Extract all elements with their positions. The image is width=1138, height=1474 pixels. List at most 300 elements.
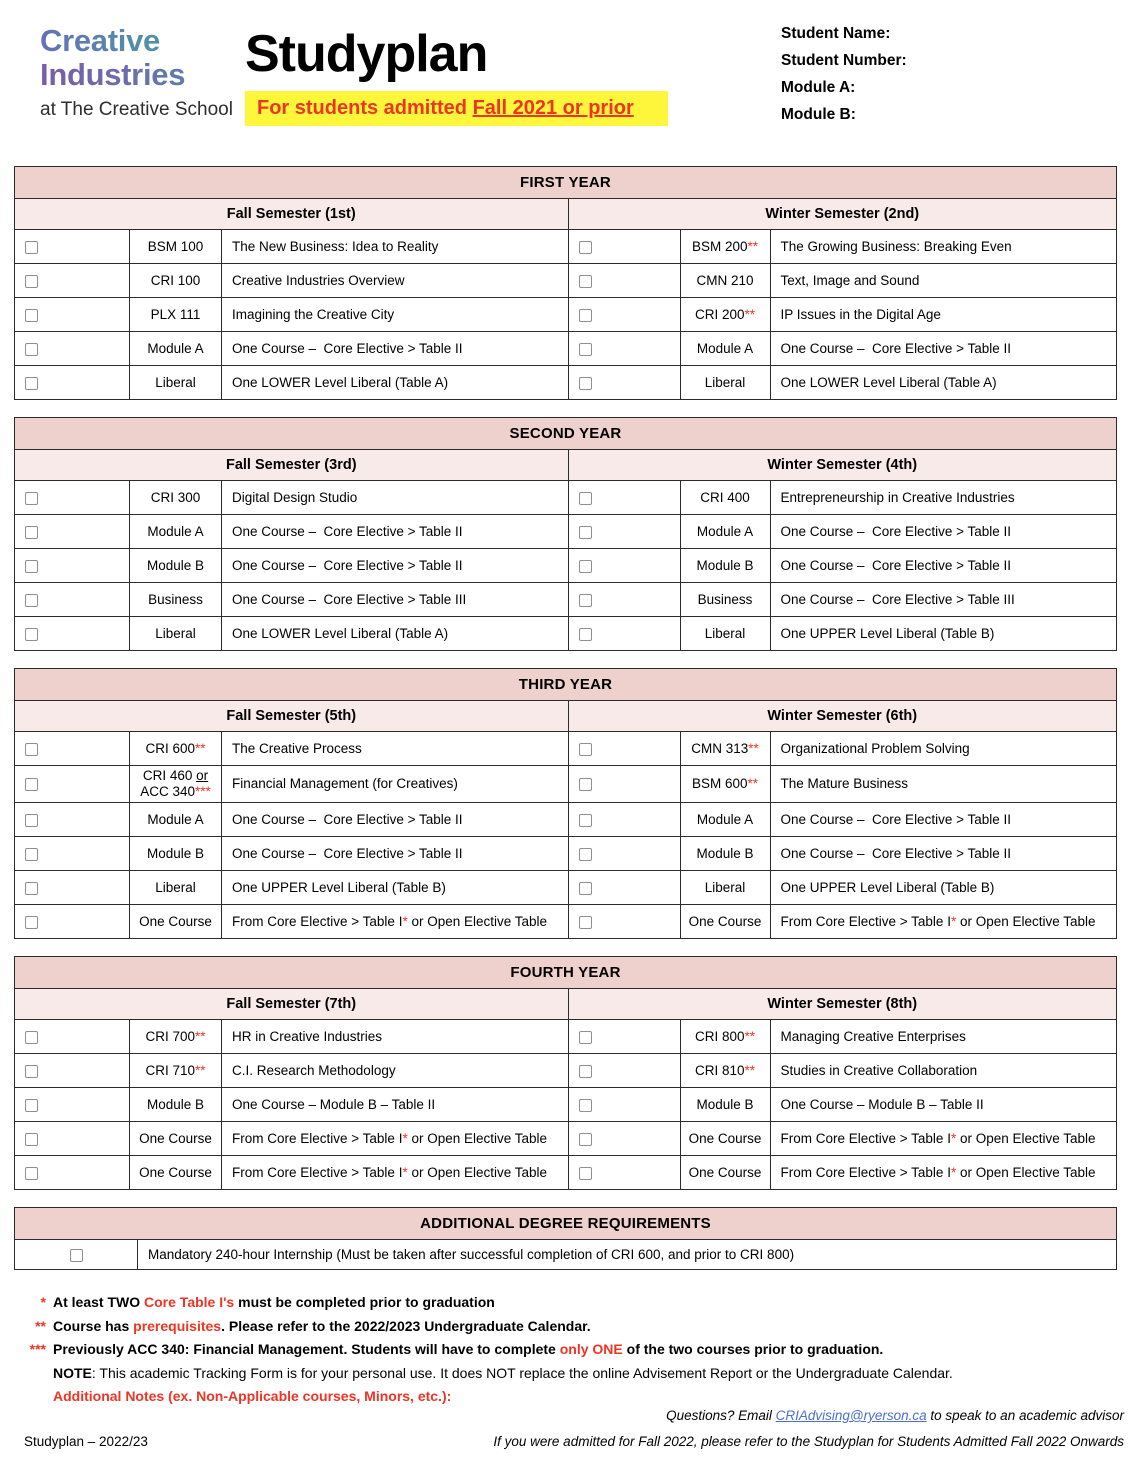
- course-code: Module A: [696, 340, 754, 356]
- course-code-cell: [130, 1054, 222, 1088]
- course-title: *: [950, 1130, 957, 1146]
- course-title: *: [402, 913, 408, 929]
- additional-requirements-header: ADDITIONAL DEGREE REQUIREMENTS: [15, 1208, 1117, 1240]
- logo-line-industries: Industries: [40, 58, 233, 92]
- footnote-line: [14, 1338, 1124, 1362]
- checkbox-cell: [15, 1054, 130, 1088]
- course-title: Studies in Creative Collaboration: [780, 1062, 978, 1078]
- course-code-cell: [130, 1020, 222, 1054]
- course-title: One Course – Core Elective > Table II: [232, 557, 463, 573]
- course-checkbox[interactable]: [25, 814, 38, 827]
- course-code: CRI 300: [150, 489, 201, 505]
- course-title: One Course – Core Elective > Table II: [232, 845, 463, 861]
- footnote-segment: Previously ACC 340: Financial Management. Students will have to complete: [53, 1341, 560, 1357]
- course-checkbox[interactable]: [579, 1031, 592, 1044]
- course-code: Module A: [147, 811, 204, 827]
- course-title: Text, Image and Sound: [780, 272, 920, 288]
- studyplan-tables: [14, 166, 1124, 1270]
- course-row: [15, 1020, 1117, 1054]
- course-code: CRI 400: [700, 489, 750, 505]
- student-field-student-name: Student Name:: [781, 25, 891, 42]
- course-checkbox[interactable]: [579, 492, 592, 505]
- course-checkbox[interactable]: [579, 1167, 592, 1180]
- course-checkbox[interactable]: [579, 1065, 592, 1078]
- course-row: [15, 803, 1117, 837]
- footnote-segment: Core Table I's: [144, 1294, 235, 1310]
- course-title: From Core Elective > Table I: [780, 1130, 951, 1146]
- course-code: **: [195, 1028, 206, 1044]
- internship-row: [15, 1240, 1117, 1270]
- course-code: Liberal: [155, 879, 196, 895]
- footnote-segment: of the two courses prior to graduation.: [622, 1341, 884, 1357]
- course-title: *: [402, 1130, 408, 1146]
- checkbox-cell: [15, 583, 130, 617]
- course-row: [15, 583, 1117, 617]
- course-code-cell: [680, 837, 770, 871]
- course-title-cell: [222, 481, 569, 515]
- course-code-cell: [130, 871, 222, 905]
- course-title-cell: [222, 1122, 569, 1156]
- course-title: *: [402, 1164, 408, 1180]
- course-code-cell: [680, 1122, 770, 1156]
- course-title-cell: [222, 617, 569, 651]
- course-code-cell: [680, 871, 770, 905]
- footnote-segment: Additional Notes (ex. Non-Applicable courses, Minors, etc.):: [53, 1388, 452, 1404]
- checkbox-cell: [15, 298, 130, 332]
- footnote-marker: *: [40, 1294, 46, 1310]
- checkbox-cell: [15, 332, 130, 366]
- course-code: CRI 600: [145, 740, 195, 756]
- checkbox-cell: [568, 298, 680, 332]
- course-code: **: [747, 776, 759, 791]
- course-title-cell: [222, 583, 569, 617]
- course-title: From Core Elective > Table I: [232, 913, 403, 929]
- course-code: **: [744, 306, 756, 322]
- course-checkbox[interactable]: [579, 343, 592, 356]
- course-code-cell: [680, 298, 770, 332]
- course-code: **: [195, 1062, 206, 1078]
- course-checkbox[interactable]: [25, 628, 38, 641]
- course-checkbox[interactable]: [579, 882, 592, 895]
- questions-prefix: Questions? Email: [666, 1408, 776, 1423]
- student-field-student-number: Student Number:: [781, 52, 907, 69]
- student-info-fields: [781, 24, 907, 132]
- checkbox-cell: [15, 617, 130, 651]
- checkbox-cell: [568, 332, 680, 366]
- course-checkbox[interactable]: [579, 275, 592, 288]
- course-row: [15, 905, 1117, 939]
- course-code-cell: [680, 1020, 770, 1054]
- course-code-cell: [680, 332, 770, 366]
- checkbox-cell: [568, 617, 680, 651]
- course-checkbox[interactable]: [579, 594, 592, 607]
- footnote-text: [53, 1315, 1124, 1339]
- course-code: Liberal: [155, 625, 196, 641]
- semester-header-fall-semester-1st: Fall Semester (1st): [15, 199, 569, 230]
- footnote-marker: [14, 1385, 46, 1409]
- checkbox-cell: [568, 766, 680, 803]
- course-title: One UPPER Level Liberal (Table B): [780, 625, 995, 641]
- course-row: [15, 264, 1117, 298]
- course-code: ACC 340: [140, 784, 195, 799]
- course-checkbox[interactable]: [579, 241, 592, 254]
- course-code: Module B: [146, 1096, 205, 1112]
- checkbox-cell: [568, 905, 680, 939]
- course-code-cell: [680, 1156, 770, 1190]
- course-title-cell: [770, 1156, 1117, 1190]
- course-code: **: [744, 1062, 756, 1078]
- course-title-cell: [222, 905, 569, 939]
- course-title: From Core Elective > Table I: [232, 1130, 403, 1146]
- course-checkbox[interactable]: [579, 1133, 592, 1146]
- course-title-cell: [770, 1088, 1117, 1122]
- checkbox-cell: [568, 264, 680, 298]
- footnotes: [14, 1291, 1124, 1409]
- footnote-segment: : This academic Tracking Form is for your personal use. It does NOT replace the online Advisement Report or the Undergraduate Calendar.: [91, 1364, 953, 1381]
- course-title-cell: [222, 837, 569, 871]
- course-code: **: [744, 1028, 756, 1044]
- table-additional-degree-requirements: [14, 1207, 1117, 1270]
- course-title-cell: [770, 617, 1117, 651]
- course-title-cell: [770, 481, 1117, 515]
- logo-line-creative: Creative: [40, 24, 233, 58]
- footnote-marker: **: [35, 1317, 46, 1334]
- course-row: [15, 481, 1117, 515]
- course-code: CRI 200: [694, 306, 745, 322]
- footnote-segment: prerequisites: [133, 1317, 222, 1334]
- creative-industries-logo: [40, 24, 233, 121]
- course-code: One Course: [688, 913, 762, 929]
- footnote-segment: only ONE: [559, 1341, 623, 1357]
- course-code-cell: [680, 549, 770, 583]
- course-code: CRI 460: [142, 768, 197, 783]
- course-row: [15, 549, 1117, 583]
- course-code-cell: [130, 837, 222, 871]
- course-title-cell: [222, 1088, 569, 1122]
- questions-line: [14, 1408, 1124, 1423]
- checkbox-cell: [15, 837, 130, 871]
- email-link[interactable]: CRIAdvising@ryerson.ca: [775, 1408, 927, 1423]
- checkbox-cell: [15, 1088, 130, 1122]
- checkbox-cell: [15, 905, 130, 939]
- course-checkbox[interactable]: [25, 1065, 38, 1078]
- course-code: Module B: [696, 845, 754, 861]
- course-title: One Course – Core Elective > Table II: [232, 340, 463, 356]
- course-code: CRI 800: [694, 1028, 745, 1044]
- footnote-marker: ***: [29, 1341, 46, 1357]
- checkbox-cell: [568, 515, 680, 549]
- course-checkbox[interactable]: [579, 309, 592, 322]
- course-title: One UPPER Level Liberal (Table B): [232, 879, 446, 895]
- course-title-cell: [770, 264, 1117, 298]
- course-code-cell: [130, 366, 222, 400]
- student-field-module-a: Module A:: [781, 79, 856, 96]
- course-title-cell: [222, 732, 569, 766]
- course-checkbox[interactable]: [70, 1249, 83, 1262]
- footnote-line: [14, 1385, 1124, 1409]
- course-title: Entrepreneurship in Creative Industries: [780, 489, 1015, 505]
- course-code: BSM 200: [691, 238, 748, 254]
- semester-header-winter-semester-2nd: Winter Semester (2nd): [568, 199, 1117, 230]
- course-checkbox[interactable]: [25, 492, 38, 505]
- course-checkbox[interactable]: [579, 848, 592, 861]
- course-checkbox[interactable]: [25, 778, 38, 791]
- footnote-marker: [14, 1362, 46, 1386]
- checkbox-cell: [15, 264, 130, 298]
- course-code-cell: [130, 332, 222, 366]
- course-title: One Course – Core Elective > Table III: [232, 591, 467, 607]
- checkbox-cell: [15, 871, 130, 905]
- course-code-cell: [130, 515, 222, 549]
- course-code: CRI 710: [145, 1062, 195, 1078]
- course-title: Creative Industries Overview: [232, 272, 405, 288]
- course-code-cell: [680, 366, 770, 400]
- course-code: CRI 700: [145, 1028, 195, 1044]
- course-checkbox[interactable]: [25, 309, 38, 322]
- course-title: One LOWER Level Liberal (Table A): [232, 625, 449, 641]
- course-title: *: [950, 1164, 957, 1180]
- course-checkbox[interactable]: [25, 377, 38, 390]
- course-title-cell: [222, 332, 569, 366]
- course-title: Financial Management (for Creatives): [232, 776, 458, 791]
- course-row: [15, 871, 1117, 905]
- course-title: One Course – Core Elective > Table II: [232, 523, 463, 539]
- course-title: The Growing Business: Breaking Even: [780, 238, 1012, 254]
- checkbox-cell: [568, 230, 680, 264]
- footnote-segment: Course has: [53, 1317, 134, 1334]
- internship-requirement-cell: [138, 1240, 1117, 1270]
- course-checkbox[interactable]: [579, 377, 592, 390]
- course-row: [15, 617, 1117, 651]
- course-title: One Course – Module B – Table II: [232, 1096, 436, 1112]
- course-row: [15, 515, 1117, 549]
- course-row: [15, 230, 1117, 264]
- course-title-cell: [770, 230, 1117, 264]
- course-code: Module A: [147, 523, 204, 539]
- course-code-cell: [680, 766, 770, 803]
- course-checkbox[interactable]: [25, 560, 38, 573]
- checkbox-cell: [568, 583, 680, 617]
- course-title-cell: [770, 871, 1117, 905]
- course-checkbox[interactable]: [579, 560, 592, 573]
- course-title-cell: [222, 230, 569, 264]
- course-code-cell: [130, 617, 222, 651]
- checkbox-cell: [15, 230, 130, 264]
- course-code: Module A: [696, 811, 754, 827]
- course-title-cell: [770, 905, 1117, 939]
- course-checkbox[interactable]: [579, 778, 592, 791]
- course-code: BSM 100: [147, 238, 204, 254]
- course-code: One Course: [688, 1130, 762, 1146]
- course-title-cell: [770, 298, 1117, 332]
- course-checkbox[interactable]: [579, 743, 592, 756]
- footnote-text: [53, 1385, 1124, 1409]
- course-title: The Creative Process: [232, 740, 362, 756]
- course-title-cell: [222, 871, 569, 905]
- course-checkbox[interactable]: [25, 848, 38, 861]
- course-title: One LOWER Level Liberal (Table A): [232, 374, 449, 390]
- course-checkbox[interactable]: [25, 882, 38, 895]
- footnote-segment: must be completed prior to graduation: [234, 1294, 495, 1310]
- course-title: IP Issues in the Digital Age: [780, 306, 941, 322]
- checkbox-cell: [15, 803, 130, 837]
- course-code-cell: [680, 515, 770, 549]
- course-title: Managing Creative Enterprises: [780, 1028, 966, 1044]
- checkbox-cell: [15, 481, 130, 515]
- course-title-cell: [222, 264, 569, 298]
- course-checkbox[interactable]: [25, 343, 38, 356]
- course-row: [15, 1122, 1117, 1156]
- checkbox-cell: [568, 803, 680, 837]
- checkbox-cell: [568, 837, 680, 871]
- course-code-cell: [680, 1054, 770, 1088]
- course-code: CMN 210: [696, 272, 754, 288]
- course-checkbox[interactable]: [25, 526, 38, 539]
- course-title: or Open Elective Table: [407, 1130, 548, 1146]
- course-checkbox[interactable]: [579, 628, 592, 641]
- course-code-cell: [680, 617, 770, 651]
- course-title-cell: [222, 298, 569, 332]
- course-row: [15, 332, 1117, 366]
- course-code-cell: [130, 732, 222, 766]
- checkbox-cell: [568, 481, 680, 515]
- course-title: One LOWER Level Liberal (Table A): [780, 374, 997, 390]
- course-code: Business: [697, 591, 753, 607]
- semester-header-fall-semester-5th: Fall Semester (5th): [15, 701, 569, 732]
- course-title-cell: [770, 1054, 1117, 1088]
- course-code: One Course: [139, 1130, 212, 1146]
- course-checkbox[interactable]: [25, 1167, 38, 1180]
- course-title: The Mature Business: [780, 776, 909, 791]
- student-field-module-b: Module B:: [781, 106, 856, 123]
- course-code: One Course: [139, 1164, 212, 1180]
- banner-text: For students admitted: [257, 97, 473, 119]
- course-checkbox[interactable]: [25, 241, 38, 254]
- course-checkbox[interactable]: [25, 1031, 38, 1044]
- course-row: [15, 766, 1117, 803]
- course-checkbox[interactable]: [579, 916, 592, 929]
- checkbox-cell: [568, 1088, 680, 1122]
- internship-requirement-text: Mandatory 240-hour Internship (Must be taken after successful completion of CRI 600, and prior to CRI 800): [148, 1246, 795, 1262]
- footnote-line: [14, 1315, 1124, 1339]
- course-code: Liberal: [155, 374, 196, 390]
- course-code: CRI 100: [150, 272, 201, 288]
- course-title: Imagining the Creative City: [232, 306, 395, 322]
- course-title: One Course – Core Elective > Table II: [232, 811, 463, 827]
- course-code: **: [748, 740, 759, 756]
- course-title: One Course – Core Elective > Table II: [780, 811, 1011, 827]
- year-header-first-year: FIRST YEAR: [15, 167, 1117, 199]
- course-title-cell: [770, 1122, 1117, 1156]
- checkbox-cell: [15, 1020, 130, 1054]
- course-code-cell: [680, 803, 770, 837]
- course-code-cell: [680, 583, 770, 617]
- course-title: One Course – Core Elective > Table II: [780, 845, 1011, 861]
- checkbox-cell: [15, 1122, 130, 1156]
- course-code-cell: [130, 1156, 222, 1190]
- year-header-fourth-year: FOURTH YEAR: [15, 957, 1117, 989]
- course-checkbox[interactable]: [25, 1133, 38, 1146]
- course-code-cell: [130, 583, 222, 617]
- checkbox-cell: [568, 732, 680, 766]
- course-title: One Course – Core Elective > Table II: [780, 340, 1011, 356]
- semester-header-winter-semester-6th: Winter Semester (6th): [568, 701, 1117, 732]
- course-code: Liberal: [704, 625, 746, 641]
- course-title: HR in Creative Industries: [232, 1028, 383, 1044]
- checkbox-cell: [15, 549, 130, 583]
- course-checkbox[interactable]: [579, 526, 592, 539]
- checkbox-cell: [15, 1156, 130, 1190]
- course-title-cell: [222, 1054, 569, 1088]
- course-checkbox[interactable]: [25, 594, 38, 607]
- course-code-cell: [680, 905, 770, 939]
- course-title: From Core Elective > Table I: [232, 1164, 403, 1180]
- checkbox-cell: [568, 871, 680, 905]
- course-code: CRI 810: [694, 1062, 745, 1078]
- course-checkbox[interactable]: [25, 275, 38, 288]
- course-row: [15, 732, 1117, 766]
- course-row: [15, 366, 1117, 400]
- course-title: *: [950, 913, 957, 929]
- course-code-cell: [130, 1122, 222, 1156]
- course-title: or Open Elective Table: [956, 913, 1096, 929]
- course-code: Liberal: [704, 374, 746, 390]
- course-title: One Course – Module B – Table II: [780, 1096, 984, 1112]
- course-code: Module B: [696, 557, 754, 573]
- semester-header-fall-semester-7th: Fall Semester (7th): [15, 989, 569, 1020]
- course-checkbox[interactable]: [25, 916, 38, 929]
- course-title-cell: [770, 803, 1117, 837]
- course-checkbox[interactable]: [579, 1099, 592, 1112]
- course-checkbox[interactable]: [25, 743, 38, 756]
- course-checkbox[interactable]: [25, 1099, 38, 1112]
- course-title-cell: [222, 549, 569, 583]
- course-title: or Open Elective Table: [407, 1164, 548, 1180]
- course-title-cell: [770, 837, 1117, 871]
- table-fourth-year: [14, 956, 1117, 1190]
- course-code-cell: [130, 230, 222, 264]
- course-title: One Course – Core Elective > Table II: [780, 557, 1011, 573]
- checkbox-cell: [15, 1240, 138, 1270]
- footer-admitted-note: If you were admitted for Fall 2022, please refer to the Studyplan for Students Admitted Fall 2022 Onwards: [493, 1434, 1124, 1449]
- footnote-line: [14, 1362, 1124, 1386]
- checkbox-cell: [15, 732, 130, 766]
- course-code: BSM 600: [691, 776, 748, 791]
- course-title-cell: [770, 549, 1117, 583]
- course-title-cell: [222, 803, 569, 837]
- checkbox-cell: [568, 1156, 680, 1190]
- course-row: [15, 1088, 1117, 1122]
- course-title: Organizational Problem Solving: [780, 740, 970, 756]
- page-header: [14, 22, 1124, 166]
- footnote-segment: At least TWO: [53, 1294, 145, 1310]
- checkbox-cell: [15, 766, 130, 803]
- course-code: Module B: [696, 1096, 754, 1112]
- course-code: **: [747, 238, 759, 254]
- footer-version-label: Studyplan – 2022/23: [24, 1434, 148, 1449]
- checkbox-cell: [15, 366, 130, 400]
- course-row: [15, 298, 1117, 332]
- course-code-cell: [680, 732, 770, 766]
- course-code-cell: [130, 481, 222, 515]
- footer-bottom-row: [14, 1434, 1124, 1449]
- year-header-second-year: SECOND YEAR: [15, 418, 1117, 450]
- course-title-cell: [222, 1020, 569, 1054]
- course-title-cell: [222, 366, 569, 400]
- course-title-cell: [770, 766, 1117, 803]
- course-code: **: [195, 740, 206, 756]
- course-checkbox[interactable]: [579, 814, 592, 827]
